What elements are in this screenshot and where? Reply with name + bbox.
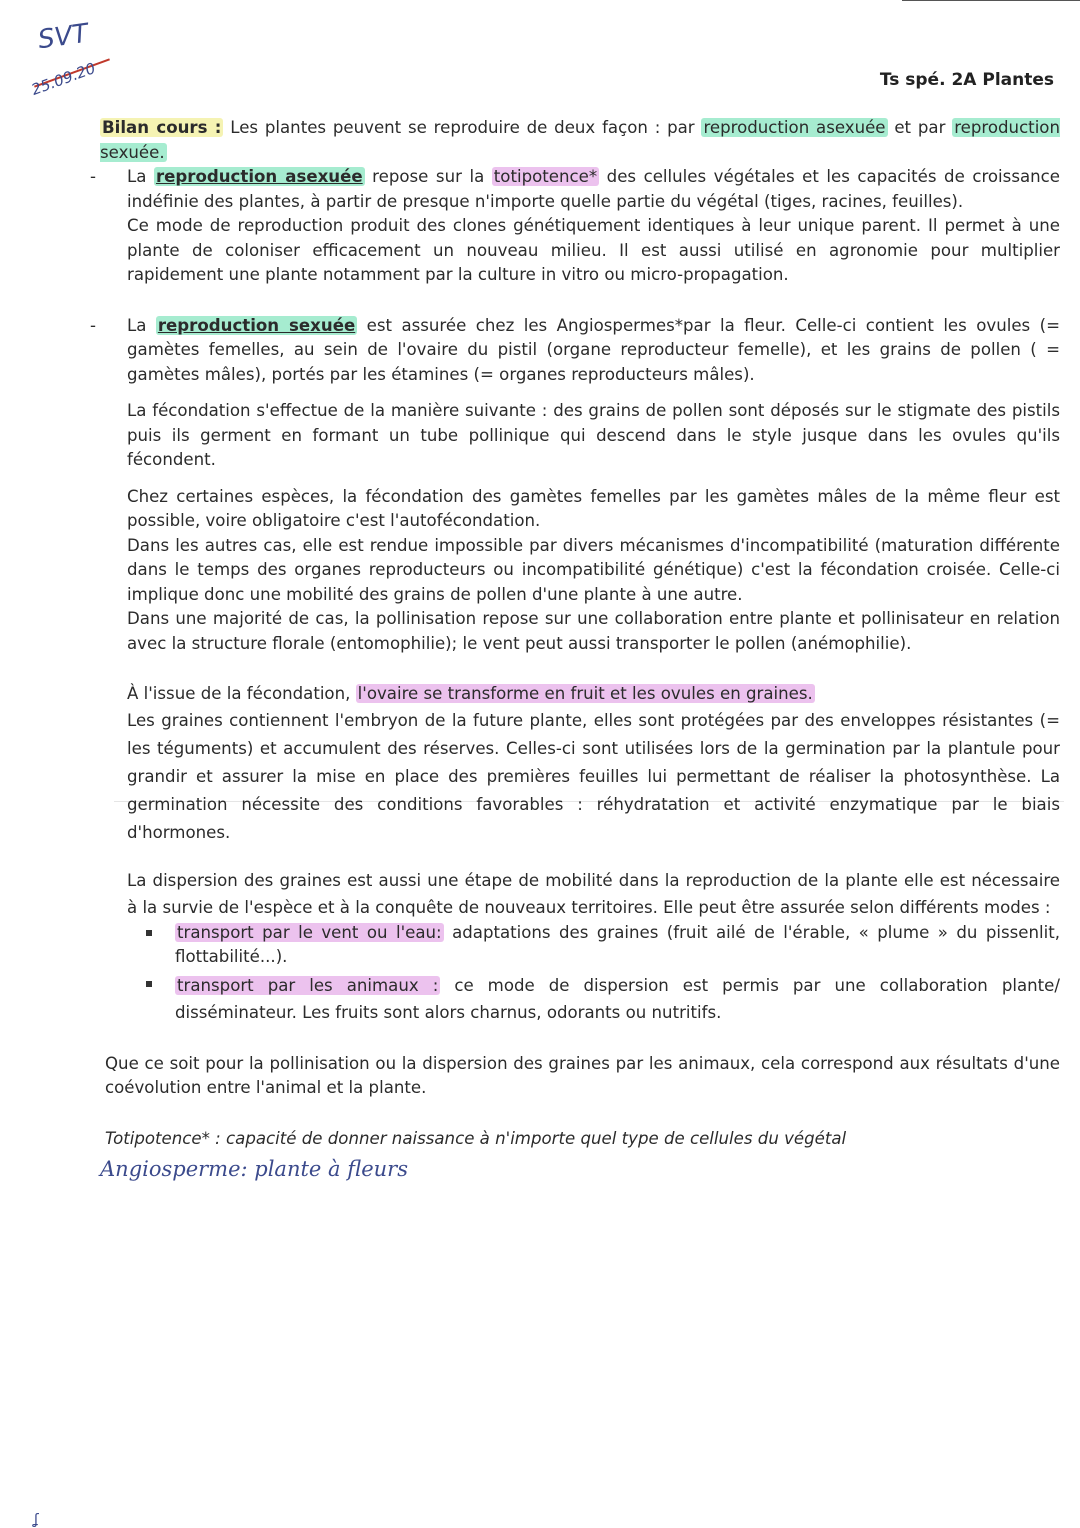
sexual-section <box>90 314 1060 657</box>
sexual-text-1: La <box>127 315 156 335</box>
totipotence-footnote: Totipotence* : capacité de donner naissance à n'importe quel type de cellules du végétal <box>105 1128 847 1148</box>
dispersion-intro: La dispersion des graines est aussi une étape de mobilité dans la reproduction de la plante elle est nécessaire à la survie de l'espèce et à la conquête de nouveaux territoires. Elle peut être assurée selon différents modes : <box>127 870 1060 917</box>
list-item <box>175 921 1060 970</box>
fruit-paragraph-1 <box>127 682 1060 707</box>
fecondation-paragraph: La fécondation s'effectue de la manière suivante : des grains de pollen sont déposés sur le stigmate des pistils puis ils germent en formant un tube pollinique qui descend dans le style jusque dans les ovules qu'ils fécondent. <box>127 401 1060 469</box>
fecondation-croisee-paragraph: Dans les autres cas, elle est rendue impossible par divers mécanismes d'incompatibilité (maturation différente dans le temps des organes reproducteurs ou incompatibilité génétique) c'est la fécondation croisée. Celle-ci implique donc une mobilité des grains de pollen d'une plante à une autre. <box>127 535 1060 604</box>
list-item <box>175 972 1060 1026</box>
fruit-highlight: l'ovaire se transforme en fruit et les ovules en graines. <box>357 684 813 703</box>
intro-text-1: Les plantes peuvent se reproduire de deux façon : par <box>223 118 702 137</box>
document-body <box>90 116 1061 1182</box>
stamp-date: 25.09.20 <box>28 59 98 99</box>
intro-text-2: et par <box>887 118 953 137</box>
asexual-text-2: repose sur la <box>364 167 492 186</box>
sexual-paragraph-1 <box>127 314 1060 388</box>
dispersion-list <box>100 921 1060 1026</box>
bullet-text-animals: ce mode de dispersion est permis par une collaboration plante/ disséminateur. Les fruits sont alors charnus, odorants ou nutritifs. <box>175 975 1060 1022</box>
dash-marker: - <box>90 167 96 186</box>
bullet-highlight-animals: transport par les animaux : <box>177 975 439 995</box>
bullet-text-wind-water: adaptations des graines (fruit ailé de l'érable, « plume » du pissenlit, flottabilité...). <box>175 922 1061 966</box>
graines-paragraph: Les graines contiennent l'embryon de la future plante, elles sont protégées par des enveloppes résistantes (= les téguments) et accumulent des réserves. Celles-ci sont utilisées lors de la germination par la plantule pour grandir et assurer la mise en place des premières feuilles lui permettant de réaliser la photosynthèse. La germination nécessite des conditions favorables : réhydratation et activité enzymatique par le biais d'hormones. <box>127 710 1060 842</box>
asexual-section <box>90 165 1060 288</box>
asexual-paragraph-1 <box>127 165 1060 214</box>
bullet-square-icon <box>146 981 152 987</box>
intro-highlight-sexual: reproduction sexuée. <box>100 118 1060 162</box>
fruit-section <box>100 682 1060 847</box>
fruit-text-1: À l'issue de la fécondation, <box>127 684 356 703</box>
asexual-term: reproduction asexuée <box>155 167 363 186</box>
totipotence-term: totipotence* <box>493 167 598 186</box>
corner-pen-mark: ʆ <box>34 1512 39 1528</box>
page-title: Ts spé. 2A Plantes <box>879 70 1054 90</box>
autofecondation-paragraph: Chez certaines espèces, la fécondation des gamètes femelles par les gamètes mâles de la même fleur est possible, voire obligatoire c'est l'autofécondation. <box>127 486 1060 530</box>
top-rule <box>902 0 1080 1</box>
bullet-square-icon <box>146 930 152 936</box>
pollinisation-paragraph: Dans une majorité de cas, la pollinisation repose sur une collaboration entre plante et pollinisateur en relation avec la structure florale (entomophilie); le vent peut aussi transporter le pollen (anémophilie). <box>127 609 1060 653</box>
dispersion-section <box>100 867 1060 921</box>
sexual-text-2: est assurée chez les Angiospermes*par la fleur. Celle-ci contient les ovules (= gamètes femelles, au sein de l'ovaire du pistil (organe reproducteur femelle), et les grains de pollen ( = gamètes mâles), portés par les étamines (= organes reproducteurs mâles). <box>127 315 1060 384</box>
asexual-paragraph-2: Ce mode de reproduction produit des clones génétiquement identiques à leur unique parent. Il permet à une plante de coloniser efficacement un nouveau milieu. Il est aussi utilisé en agronomie pour multiplier rapidement une plante notamment par la culture in vitro ou micro-propagation. <box>127 216 1060 284</box>
dash-marker: - <box>90 315 96 335</box>
teacher-stamp <box>30 20 125 105</box>
bullet-highlight-wind-water: transport par le vent ou l'eau: <box>177 922 442 942</box>
intro-label: Bilan cours : <box>102 118 222 137</box>
asexual-text-3: des cellules végétales et les capacités de croissance indéfinie des plantes, à partir de presque n'importe quelle partie du végétal (tiges, racines, feuilles). <box>127 167 1060 211</box>
intro-highlight-asexual: reproduction asexuée <box>703 118 886 137</box>
sexual-term: reproduction sexuée <box>157 315 356 335</box>
conclusion-paragraph: Que ce soit pour la pollinisation ou la dispersion des graines par les animaux, cela correspond aux résultats d'une coévolution entre l'animal et la plante. <box>105 1053 1060 1097</box>
stamp-initials: SVT <box>36 18 91 56</box>
intro-paragraph <box>100 116 1060 165</box>
handwritten-note: Angiosperme: plante à fleurs <box>100 1157 408 1181</box>
asexual-text-1: La <box>127 167 154 186</box>
